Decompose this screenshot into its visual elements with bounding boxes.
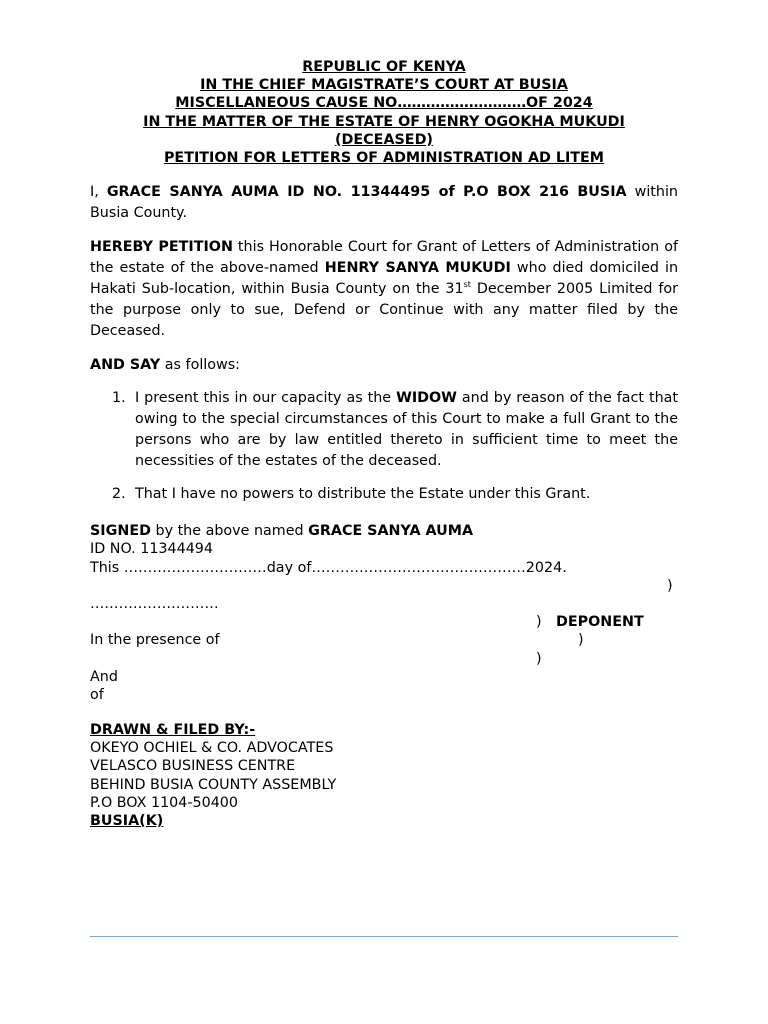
of-line: of [90,686,104,703]
intro-suffix: within Busia County. [90,184,678,222]
presence-label: In the presence of [90,632,220,649]
heading-petition-title: PETITION FOR LETTERS OF ADMINISTRATION AD LITEM [163,150,605,167]
filed-by-title: DRAWN & FILED BY:- [90,722,256,739]
closing-paren: ) [667,577,673,594]
list-item [90,484,678,505]
paren-line-2 [90,650,678,668]
petition-text-1: this Honorable Court for Grant of Letters of Administration of the estate of the above-named [90,239,678,277]
petition-text-3: December 2005 Limited for the purpose only to sue, Defend or Continue with any matter filed by the Deceased. [90,281,679,340]
signed-line [90,522,678,540]
list-item [90,388,678,472]
and-say-lead: AND SAY [90,357,161,374]
heading-court: IN THE CHIEF MAGISTRATE’S COURT AT BUSIA [200,77,568,94]
grounds-list [90,388,678,505]
and-say-rest: as follows: [160,357,240,374]
list-item-number: 2. [112,486,126,503]
document-heading [90,58,678,167]
firm-po-box: P.O BOX 1104-50400 [90,794,238,811]
deponent-label: DEPONENT [556,614,644,631]
petitioner-details: GRACE SANYA AUMA ID NO. 11344495 of P.O BOX 216 BUSIA [106,184,627,201]
heading-deceased: (DECEASED) [335,131,433,148]
petition-text-2: who died domiciled in Hakati Sub-location, within Busia County on the 31 [90,260,679,298]
signed-mid: by the above named [150,523,309,540]
signature-block [90,522,678,704]
signer-name: GRACE SANYA AUMA [308,523,474,540]
list-item-number: 1. [112,390,126,407]
presence-line [90,631,678,649]
lower-paren: ) [536,650,542,667]
filed-by-block [90,721,678,830]
heading-estate: IN THE MATTER OF THE ESTATE OF HENRY OGOKHA MUKUDI [143,113,625,130]
heading-cause-number: MISCELLANEOUS CAUSE NO………………………OF 2024 [175,95,593,112]
signed-lead: SIGNED [90,523,151,540]
firm-name: OKEYO OCHIEL & CO. ADVOCATES [90,740,334,757]
date-line: This …………………………day of………………………………………2024. [90,559,567,576]
id-line: ID NO. 11344494 [90,541,213,558]
footer-divider [90,936,678,937]
list-item-text-pre: I present this in our capacity as the [135,390,397,407]
and-line: And [90,668,118,685]
paren-line [90,577,678,595]
deponent-line [90,613,678,631]
signature-dots-line: ……………………… [90,595,219,612]
firm-address-line: BEHIND BUSIA COUNTY ASSEMBLY [90,776,337,793]
intro-paragraph [90,182,678,224]
date-superscript: st [463,280,471,290]
firm-address-line: VELASCO BUSINESS CENTRE [90,758,296,775]
deceased-name: HENRY SANYA MUKUDI [324,260,511,277]
heading-republic: REPUBLIC OF KENYA [302,59,466,75]
document-page [90,58,678,830]
list-item-text-pre: That I have no powers to distribute the Estate under this Grant. [135,486,591,503]
petition-lead: HEREBY PETITION [90,239,233,256]
intro-prefix: I, [90,184,107,201]
deponent-paren: ) [536,614,542,631]
firm-city: BUSIA(K) [90,813,164,830]
list-item-bold: WIDOW [396,390,457,407]
list-item-text-post: and by reason of the fact that owing to the special circumstances of this Court to make a full Grant to the persons who are by law entitled thereto in sufficient time to meet the necessities of the estates of the deceased. [135,390,678,470]
petition-paragraph [90,237,678,342]
presence-paren: ) [578,632,584,649]
and-say-paragraph [90,355,678,376]
